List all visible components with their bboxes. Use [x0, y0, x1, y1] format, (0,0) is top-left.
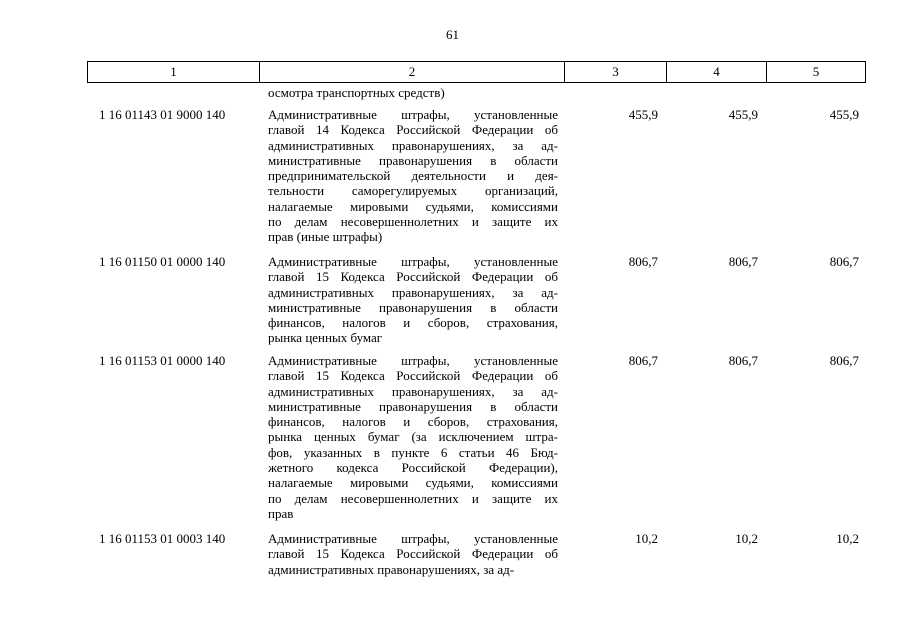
description-line: Административные штрафы, установленные: [268, 254, 558, 269]
description-line: главой 15 Кодекса Российской Федерации об: [268, 546, 558, 562]
column-header-1: 1: [88, 62, 260, 83]
row-code: 1 16 01153 01 0003 140: [99, 531, 226, 546]
row-value-col3: 806,7: [628, 254, 658, 269]
row-value-col5: 455,9: [829, 107, 859, 122]
row-value-col4: 806,7: [728, 353, 758, 368]
description-line: жетного кодекса Российской Федерации),: [268, 460, 558, 476]
description-line: административных правонарушениях, за ад-: [268, 284, 558, 300]
row-code: 1 16 01143 01 9000 140: [99, 107, 226, 122]
description-line: рынка ценных бумаг (за исключением штра-: [268, 429, 558, 445]
description-line: Административные штрафы, установленные: [268, 353, 558, 368]
column-header-5: 5: [767, 62, 866, 83]
description-line: рынка ценных бумаг: [268, 330, 383, 346]
row-value-col4: 806,7: [728, 254, 758, 269]
column-header-2: 2: [260, 62, 565, 83]
description-line: Административные штрафы, установленные: [268, 107, 558, 122]
description-line: административных правонарушениях, за ад-: [268, 137, 558, 153]
row-value-col5: 806,7: [829, 254, 859, 269]
description-line: прав (иные штрафы): [268, 229, 383, 245]
description-line: по делам несовершеннолетних и защите их: [268, 214, 558, 230]
description-line: министративные правонарушения в области: [268, 398, 558, 414]
description-line: тельности саморегулируемых организаций,: [268, 183, 558, 199]
row-value-col4: 10,2: [735, 531, 758, 546]
description-line: налагаемые мировыми судьями, комиссиями: [268, 475, 558, 491]
description-line: прав: [268, 505, 294, 521]
column-header-table: [87, 61, 866, 83]
description-line: административных правонарушениях, за ад-: [268, 383, 558, 399]
description-line: по делам несовершеннолетних и защите их: [268, 490, 558, 506]
description-line: Административные штрафы, установленные: [268, 531, 558, 546]
continuation-text: осмотра транспортных средств): [268, 85, 445, 100]
row-value-col3: 455,9: [628, 107, 658, 122]
row-code: 1 16 01150 01 0000 140: [99, 254, 226, 269]
description-line: административных правонарушениях, за ад-: [268, 561, 515, 577]
description-line: главой 15 Кодекса Российской Федерации об: [268, 368, 558, 384]
description-line: министративные правонарушения в области: [268, 299, 558, 315]
row-value-col5: 806,7: [829, 353, 859, 368]
description-line: налагаемые мировыми судьями, комиссиями: [268, 198, 558, 214]
description-line: министративные правонарушения в области: [268, 152, 558, 168]
row-description: [268, 254, 558, 346]
row-code: 1 16 01153 01 0000 140: [99, 353, 226, 368]
column-header-4: 4: [667, 62, 767, 83]
description-line: главой 14 Кодекса Российской Федерации об: [268, 122, 558, 138]
row-value-col3: 10,2: [635, 531, 658, 546]
description-line: финансов, налогов и сборов, страхования,: [268, 315, 558, 331]
column-header-3: 3: [565, 62, 667, 83]
column-header-row: [88, 62, 866, 83]
row-value-col4: 455,9: [728, 107, 758, 122]
row-description: [268, 353, 558, 521]
description-line: фов, указанных в пункте 6 статьи 46 Бюд-: [268, 444, 558, 460]
row-value-col5: 10,2: [836, 531, 859, 546]
description-line: финансов, налогов и сборов, страхования,: [268, 414, 558, 430]
row-description: [268, 107, 558, 245]
description-line: предпринимательской деятельности и дея-: [268, 168, 558, 184]
row-description: [268, 531, 558, 577]
page-number: 61: [446, 27, 459, 42]
row-value-col3: 806,7: [628, 353, 658, 368]
description-line: главой 15 Кодекса Российской Федерации об: [268, 269, 558, 285]
